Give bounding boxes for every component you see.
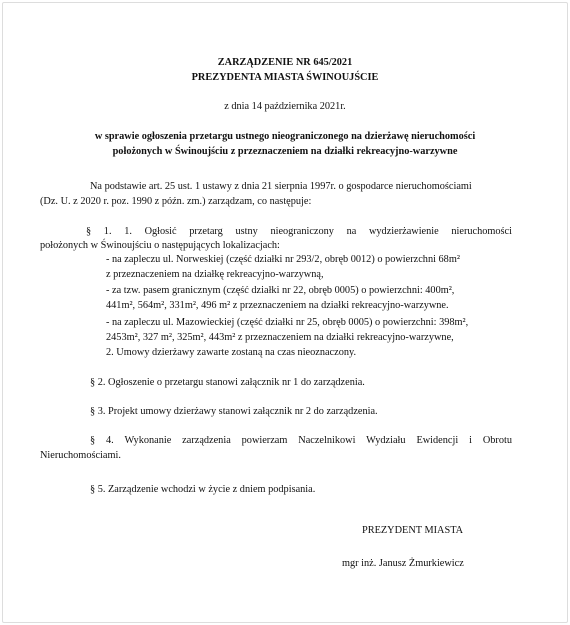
section-1-item-2-line-2: 441m², 564m², 331m², 496 m² z przeznaczeniem na działki rekreacyjno-warzywne. [106,300,449,311]
section-1-line-2: położonych w Świnoujściu o następujących lokalizacjach: [40,240,280,251]
signature-title: PREZYDENT MIASTA [362,525,464,536]
section-1-item-2-line-1: - za tzw. pasem granicznym (część działki nr 22, obręb 0005) o powierzchni: 400m², [106,285,455,296]
subject-line-2: położonych w Świnoujściu z przeznaczeniem na działki rekreacyjno-warzywne [112,146,458,157]
document-issuer: PREZYDENTA MIASTA ŚWINOUJŚCIE [191,72,379,83]
section-4-line-2: Nieruchomościami. [40,450,121,461]
section-3: § 3. Projekt umowy dzierżawy stanowi załącznik nr 2 do zarządzenia. [90,406,378,417]
subject-line-1: w sprawie ogłoszenia przetargu ustnego nieograniczonego na dzierżawę nieruchomości [94,131,476,142]
section-1-item-1-line-1: - na zapleczu ul. Norweskiej (część działki nr 293/2, obręb 0012) o powierzchni 68m² [106,254,460,265]
signature-name: mgr inż. Janusz Żmurkiewicz [342,558,464,569]
page-frame [2,2,568,623]
document-title: ZARZĄDZENIE NR 645/2021 [217,57,353,68]
document-date: z dnia 14 października 2021r. [224,101,346,112]
legal-basis-line-1: Na podstawie art. 25 ust. 1 ustawy z dnia 21 sierpnia 1997r. o gospodarce nieruchomościami [90,181,472,192]
section-2: § 2. Ogłoszenie o przetargu stanowi załącznik nr 1 do zarządzenia. [90,377,365,388]
section-1-line-1: § 1. 1. Ogłosić przetarg ustny nieograniczony na wydzierżawienie nieruchomości [86,226,512,237]
section-4-line-1: § 4. Wykonanie zarządzenia powierzam Naczelnikowi Wydziału Ewidencji i Obrotu [90,435,512,446]
section-1-item-1-line-2: z przeznaczeniem na działkę rekreacyjno-warzywną, [106,269,324,280]
section-1-item-3-line-2: 2453m², 327 m², 325m², 443m² z przeznaczeniem na działki rekreacyjno-warzywne, [106,332,454,343]
legal-basis-line-2: (Dz. U. z 2020 r. poz. 1990 z późn. zm.) zarządzam, co następuje: [40,196,312,207]
section-5: § 5. Zarządzenie wchodzi w życie z dniem podpisania. [90,484,316,495]
section-1-point-2: 2. Umowy dzierżawy zawarte zostaną na czas nieoznaczony. [106,347,357,358]
section-1-item-3-line-1: - na zapleczu ul. Mazowieckiej (część działki nr 25, obręb 0005) o powierzchni: 398m², [106,317,469,328]
